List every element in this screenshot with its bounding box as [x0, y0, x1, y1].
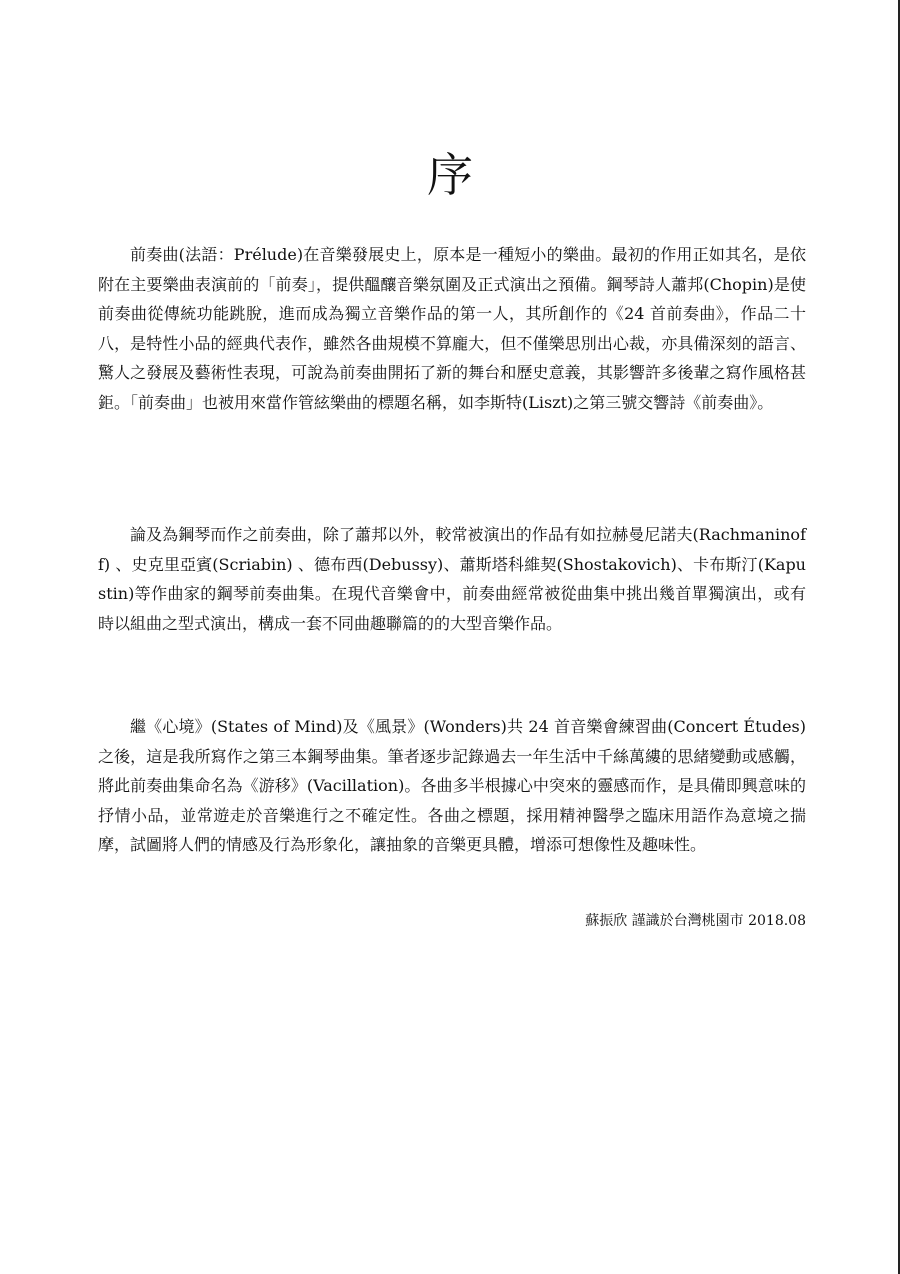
preface-paragraph-1: 前奏曲(法語：Prélude)在音樂發展史上，原本是一種短小的樂曲。最初的作用正如其名，是依附在主要樂曲表演前的「前奏」，提供醞釀音樂氛圍及正式演出之預備。鋼琴詩人蕭邦(Chopin)是使前奏曲從傳統功能跳脫，進而成為獨立音樂作品的第一人，其所創作的《24 首前奏曲》，作品二十八，是特性小品的經典代表作，雖然各曲規模不算龐大，但不僅樂思別出心裁，亦具備深刻的語言、驚人之發展及藝術性表現，可說為前奏曲開拓了新的舞台和歷史意義，其影響許多後輩之寫作風格甚鉅。「前奏曲」也被用來當作管絃樂曲的標題名稱，如李斯特(Liszt)之第三號交響詩《前奏曲》。	[98, 245, 806, 412]
preface-paragraph-2: 論及為鋼琴而作之前奏曲，除了蕭邦以外，較常被演出的作品有如拉赫曼尼諾夫(Rachmaninoff) 、史克里亞賓(Scriabin) 、德布西(Debussy)、蕭斯塔科維契(Shostakovich)、卡布斯汀(Kapustin)等作曲家的鋼琴前奏曲集。在現代音樂會中，前奏曲經常被從曲集中挑出幾首單獨演出，或有時以組曲之型式演出，構成一套不同曲趣聯篇的的大型音樂作品。	[98, 525, 806, 633]
page-title: 序	[427, 148, 473, 202]
author-signature: 蘇振欣 謹識於台灣桃園市 2018.08	[585, 913, 806, 929]
preface-paragraph-3: 繼《心境》(States of Mind)及《風景》(Wonders)共 24 首音樂會練習曲(Concert Études)之後，這是我所寫作之第三本鋼琴曲集。筆者逐步記錄過去一年生活中千絲萬縷的思緒變動或感觸，將此前奏曲集命名為《游移》(Vacillation)。各曲多半根據心中突來的靈感而作，是具備即興意味的抒情小品，並常遊走於音樂進行之不確定性。各曲之標題，採用精神醫學之臨床用語作為意境之揣摩，試圖將人們的情感及行為形象化，讓抽象的音樂更具體，增添可想像性及趣味性。	[98, 717, 806, 854]
